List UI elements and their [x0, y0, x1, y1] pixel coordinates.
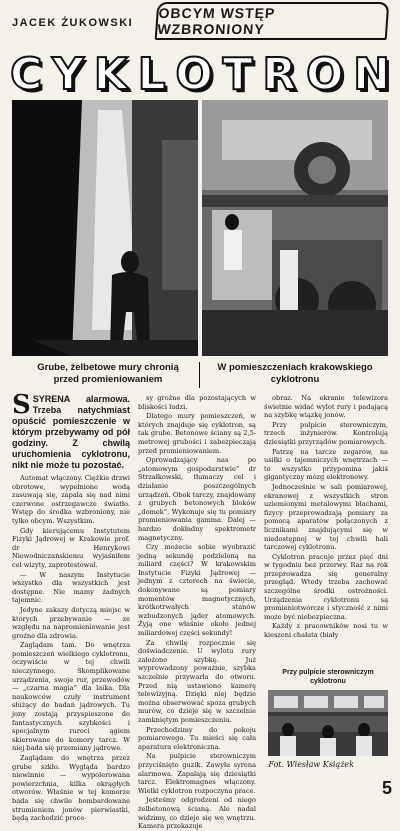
drop-cap: S — [12, 390, 31, 420]
paragraph: Zaglądam tam. Do wnętrza pomieszczeń wielkiego cyklotronu, oczywiście w tej chwili nieczynnego. Skomplikowane urządzenia, swoje rur, przewodów — „czarna magia” dla laika. Dla naukowców czuły instrument służący do badań jądrowych. Tu jony zostają przyspieszone do fantastycznych szybkości i specjalnym ruroci ągiem skierowane do komory tarcz. W niej bada się przemiany jądrowe. — [12, 641, 130, 753]
paragraph: Zaglądam do wnętrza przez grube szkło. Wygląda bardzo niewinnie — wypolerowana powierzchnia, kilka okrągłych otworów. Właśnie w tej komorze bada się chwile bombardowane strumieniem jonów pierwiastki, będą zachodzić proce- — [12, 754, 130, 823]
paragraph: Jesteśmy odgrodzeni od niego żelbetonową ścianą. Ale nadal widzimy, co dzieje się we wnętrzu. Kamera przekazuje — [138, 796, 256, 831]
author-byline: JACEK ŻUKOWSKI — [12, 17, 134, 29]
title-letter: Y — [52, 48, 84, 100]
title-letter: O — [175, 48, 213, 100]
paragraph: Gdy kierującemu Instytutem Fizyki Jądrowej w Krakowie prof. dr Henrykowi Niewodniczańskiemu wyjaśniłem cel wizyty, zaprotestował. — [12, 526, 130, 569]
paragraph: Przy pulpicie sterowniczym, trzech inżynierów. Kontrolują dziesiątki przyrządów pomiarowych. — [264, 420, 388, 446]
title-letter: T — [222, 48, 253, 100]
caption-left: Grube, żelbetowe mury chronią przed promieniowaniem — [37, 362, 179, 386]
title-letter: L — [137, 48, 166, 100]
paragraph: obraz. Na ekranie telewizora świetnie widać wylot rury i padającą na szybkę wiązkę jonów. — [264, 394, 388, 420]
paragraph: Czy możecie sobie wyobrazić jedną sekundę podzieloną na miliard części? W krakowskim Instytucie Fizyki Jądrowej — jednym z czterech na świecie, dokonywane są pomiary momentów magnetycznych, krótkotrwałych stanów wzbudzonych jąder atomowych. Żyją one właśnie około jednej miliardowej części sekundy! — [138, 543, 256, 638]
section-banner: OBCYM WSTĘP WZBRONIONY — [155, 2, 390, 40]
paragraph: — W naszym Instytucie wszystko dla wszystkich jest dostępne. Nie mamy żadnych tajemnic. — [12, 570, 130, 605]
photo-credit: Fot. Wiesław Książek — [268, 760, 354, 769]
title-letter: N — [353, 48, 390, 100]
paragraph: Patrzę na tarcze zegarów, na usiłki o tajemniczych wnętrzach — to wszystko przypomina jakiś gigantyczny mózg elektronowy. — [264, 447, 388, 482]
photo-cyclotron-rooms — [202, 100, 388, 356]
lead-text: SYRENA alarmowa. Trzeba natychmiast opuścić pomieszczenie w którym przebywamy od pół godziny. Z chwilą uruchomienia cyklotronu, nikt nie może tu pozostać. — [12, 394, 130, 470]
caption-divider — [199, 362, 200, 388]
title-letter: R — [262, 48, 297, 100]
page-number: 5 — [381, 778, 392, 798]
photo-control-panel — [268, 690, 388, 756]
paragraph: Automat włączony. Ciężkie drzwi obrotowe, wypełnione wodą zasuwają się, zapala się nad nimi czerwone ostrzegawcze światło. Wstęp do środka wzbroniony, nie tylko obcym. Wszystkim. — [12, 474, 130, 525]
title-letter: K — [93, 48, 128, 100]
paragraph: Jedyne zakazy dotyczą miejsc w których przebywanie — ze względu na napromieniowanie jest groźne dla zdrowia. — [12, 605, 130, 640]
text-column-2 — [138, 394, 256, 831]
text-column-3 — [264, 394, 388, 662]
paragraph: Jednocześnie w sali pomiarowej, ekranowej z wszystkich stron uziemionymi metalowymi blachami, fizycy przeprowadzają pomiary za pomocą aparatów połączonych z licznikami znajdującymi się w niedostępnej w tej chwili hali tarczowej cyklotronu. — [264, 482, 388, 552]
title-letter: O — [306, 48, 344, 100]
paragraph: Dlatego mury pomieszczeń, w których znajduje się cyklotron, są tak grube. Betonowe ściany są 2,5-metrowej grubości i zabezpieczają przed promieniowaniem. — [138, 412, 256, 455]
paragraph: Na pulpicie sterowniczym przyciśnięto guzik. Zawyła syrena alarmowa. Zapalają się dziesiątki tarcz. Elektromagnes włączony. Wielki cyklotron rozpoczyna prace. — [138, 752, 256, 795]
paragraph: Każdy z pracowników nosi tu w kieszeni chałata (biały — [264, 622, 388, 640]
text-column-1 — [12, 390, 130, 823]
paragraph: Za chwilę rozpocznie się doświadczenie. U wylotu rury założono szybkę. Już wyprowadzony poważnie, szybka szczelnie przywarła do otworu. Przed nią ustawiono kamerę telewizyjną. Dzięki niej będzie można obserwować spoza grubych murów, co dzieje się w szczelnie zamkniętym pomieszczeniu. — [138, 638, 256, 724]
paragraph: sy groźne dla pozostających w bliskości ludzi. — [138, 394, 256, 411]
caption-small: Przy pulpicie sterowniczym cyklotronu — [282, 669, 374, 685]
article-title — [10, 48, 390, 100]
caption-right: W pomieszczeniach krakowskiego cyklotronu — [217, 362, 373, 386]
paragraph: Oprowadzający nas po „atomowym gospodarstwie” dr Strzałkowski, tłumaczy cel i działanie poszczególnych urządzeń. Obok tarczy, znajdowany z grubych betonowych bloków „domek”. Wykonuje się tu pomiary promieniowania gamma. Dalej — bardzo dokładny spektrometr magnetyczny. — [138, 456, 256, 542]
photo-thick-walls — [12, 100, 198, 356]
paragraph: Cyklotron pracuje przez pięć dni w tygodniu bez przerwy. Raz na rok przeprowadza się generalny przegląd. Wtedy trzeba zachować szczególne środki ostrożności. Urządzenia cyklotronu są promieniotwórcze i styczność z nimi może być niebezpieczna. — [264, 552, 388, 621]
title-letter: C — [10, 48, 43, 100]
paragraph: Przechodzimy do pokoju pomiarowego. Tu mieści się cała aparatura elektroniczna. — [138, 725, 256, 751]
lead-paragraph — [12, 390, 130, 471]
